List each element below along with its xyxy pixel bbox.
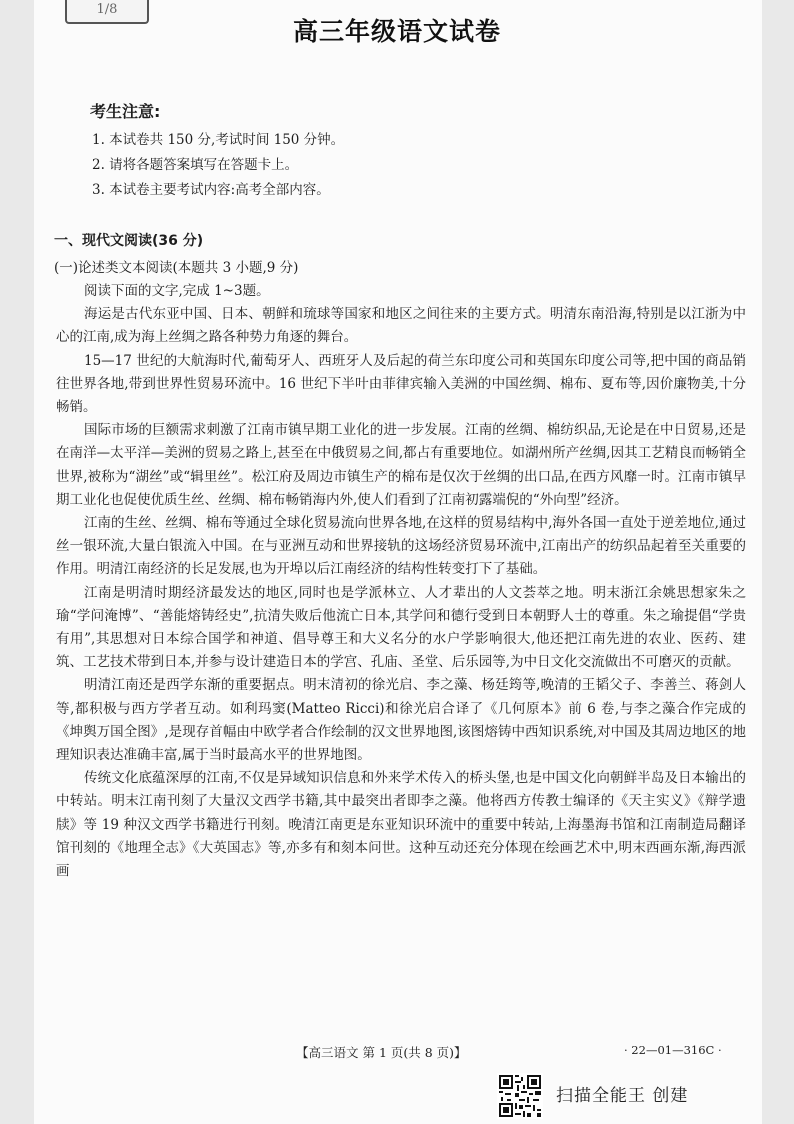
passage-paragraph: 传统文化底蕴深厚的江南,不仅是异域知识信息和外来学术传入的桥头堡,也是中国文化向朝鲜半岛及日本输出的中转站。明末江南刊刻了大量汉文西学书籍,其中最突出者即李之藻。他将西方传教士编译的《天主实义》《辩学遗牍》等 19 种汉文西学书籍进行刊刻。晚清江南更是东亚知识环流中的重要中转站,上海墨海书馆和江南制造局翻译馆刊刻的《地理全志》《大英国志》等,亦多有和刻本问世。这种互动还充分体现在绘画艺术中,明末西画东渐,海西派画 (56, 770, 746, 880)
notice-item: 2. 请将各题答案填写在答题卡上。 (92, 157, 299, 173)
notice-item: 3. 本试卷主要考试内容:高考全部内容。 (92, 182, 330, 198)
passage-instruction: 阅读下面的文字,完成 1~3题。 (84, 283, 270, 299)
notice-item: 1. 本试卷共 150 分,考试时间 150 分钟。 (92, 132, 345, 148)
notice-list (92, 128, 692, 203)
footer-page-label: 【高三语文 第 1 页(共 8 页)】 (296, 1045, 467, 1060)
scanner-watermark: 扫描全能王 创建 (556, 1086, 689, 1106)
page-title: 高三年级语文试卷 (292, 17, 501, 46)
passage-paragraph: 15—17 世纪的大航海时代,葡萄牙人、西班牙人及后起的荷兰东印度公司和英国东印度公司等,把中国的商品销往世界各地,带到世界性贸易环流中。16 世纪下半叶由菲律宾输入美洲的中国丝绸、棉布、夏布等,因价廉物美,十分畅销。 (56, 352, 746, 416)
page-number-badge: 1/8 (65, 0, 149, 24)
footer-code: · 22—01—316C · (624, 1043, 722, 1057)
notice-heading: 考生注意: (90, 102, 161, 121)
qr-code-icon (497, 1073, 543, 1119)
passage-paragraph: 江南是明清时期经济最发达的地区,同时也是学派林立、人才辈出的人文荟萃之地。明末浙江余姚思想家朱之瑜“学问淹博”、“善能熔铸经史”,抗清失败后他流亡日本,其学问和德行受到日本朝野人士的尊重。朱之瑜提倡“学贵有用”,其思想对日本综合国学和神道、倡导尊王和大义名分的水户学影响很大,他还把江南先进的农业、医药、建筑、工艺技术带到日本,并参与设计建造日本的学宫、孔庙、圣堂、后乐园等,为中日文化交流做出不可磨灭的贡献。 (56, 584, 746, 671)
reading-passage (56, 280, 746, 883)
passage-paragraph: 国际市场的巨额需求刺激了江南市镇早期工业化的进一步发展。江南的丝绸、棉纺织品,无论是在中日贸易,还是在南洋—太平洋—美洲的贸易之路上,甚至在中俄贸易之间,都占有重要地位。如湖州所产丝绸,因其工艺精良而畅销全世界,被称为“湖丝”或“辑里丝”。松江府及周边市镇生产的棉布是仅次于丝绸的出口品,在西方风靡一时。江南市镇早期工业化也促使优质生丝、丝绸、棉布畅销海内外,使人们看到了江南初露端倪的“外向型”经济。 (56, 422, 746, 508)
passage-paragraph: 明清江南还是西学东渐的重要据点。明末清初的徐光启、李之藻、杨廷筠等,晚清的王韬父子、李善兰、蒋剑人等,都积极与西方学者互动。如利玛窦(Matteo Ricci)和徐光启合译了《几何原本》前 6 卷,与李之藻合作完成的《坤舆万国全图》,是现存首幅由中欧学者合作绘制的汉文世界地图,该图熔铸中西知识系统,对中国及其周边地区的地理知识表达准确丰富,属于当时最高水平的世界地图。 (56, 677, 746, 764)
section-subheading: (一)论述类文本阅读(本题共 3 小题,9 分) (54, 260, 299, 276)
passage-paragraph: 海运是古代东亚中国、日本、朝鲜和琉球等国家和地区之间往来的主要方式。明清东南沿海,特别是以江浙为中心的江南,成为海上丝绸之路各种势力角逐的舞台。 (56, 306, 746, 346)
section-heading: 一、现代文阅读(36 分) (54, 233, 204, 249)
passage-paragraph: 江南的生丝、丝绸、棉布等通过全球化贸易流向世界各地,在这样的贸易结构中,海外各国一直处于逆差地位,通过丝一银环流,大量白银流入中国。在与亚洲互动和世界接轨的这场经济贸易环流中,江南出产的纺织品起着至关重要的作用。明清江南经济的长足发展,也为开埠以后江南经济的结构性转变打下了基础。 (56, 515, 746, 578)
